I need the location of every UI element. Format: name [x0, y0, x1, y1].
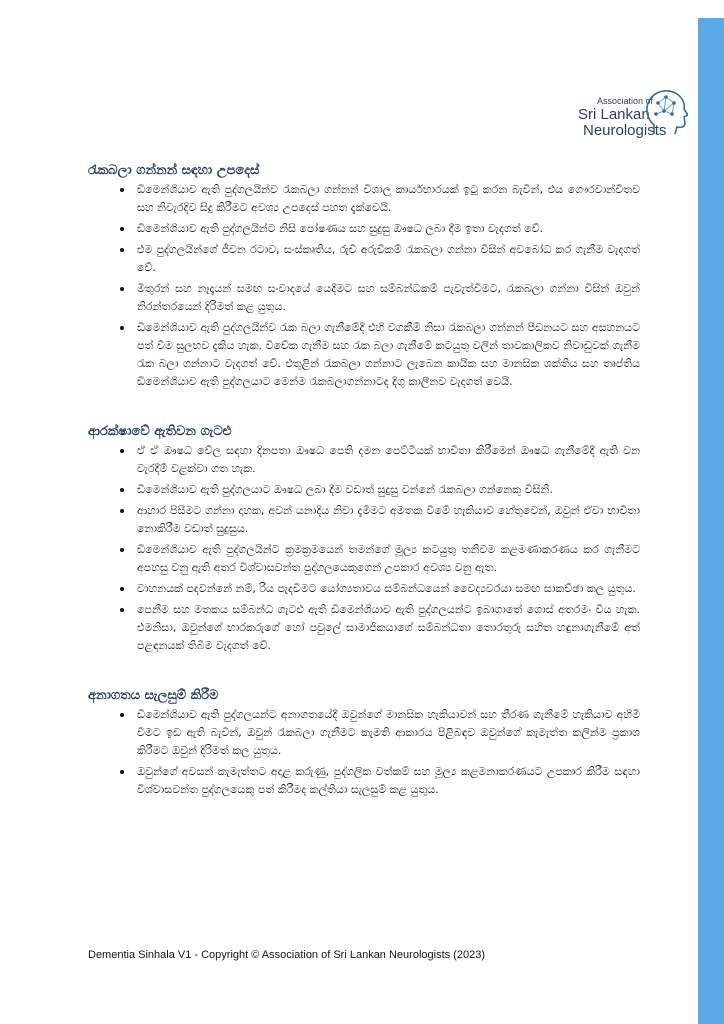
bullet-dot-icon: [120, 248, 124, 252]
list-item-text: ඩිමෙන්ශියාව ඇති පුද්ගලයින්ට නිසි පෝෂණය සහ සුදුසු ඖෂධ ලබා දීම ඉතා වැදගත් වේ.: [137, 222, 544, 235]
section-future-planning: [88, 687, 640, 799]
list-item-text: ඩිමෙන්ශියාව ඇති පුද්ගලයාට ඖෂධ ලබා දීම වඩාත් සුදුසු වන්නේ රැකබලා ගන්නෙකු විසිනි.: [137, 483, 553, 496]
logo-text-line2: Sri Lankan: [578, 106, 650, 123]
bullet-dot-icon: [120, 608, 124, 612]
bullet-dot-icon: [120, 326, 124, 330]
list-item-text: මිතුරන් සහ නෑදෑයන් සමඟ සංවාදයේ යෙදීමට සහ සම්බන්ධකම් පැවැත්වීමට, රැකබලා ගන්නා විසින් ඔවුන් නිරන්තරයෙන් දිරිමත් කළ යුතුය.: [137, 282, 640, 313]
logo: [572, 86, 692, 142]
bullet-list: [88, 181, 640, 391]
list-item-text: එම පුද්ගලයින්ගේ ජීවන රටාව, සංස්කෘතිය, රුචි අරුචිකම් රැකබලා ගන්නා විසින් අවබෝධ කර ගැනීම වැදගත් වේ.: [137, 243, 640, 274]
list-item-text: ආහාර පිසීමට ගන්නා දාහක, අවන් යනාදිය නිවා දැමීමට අමතක වීමේ හැකියාව හේතුවෙන්, ඔවුන් ඒවා භාවිතා නොකිරීම වඩාත් සුදුසුය.: [137, 504, 640, 535]
logo-text-line1: Association of: [597, 96, 654, 106]
bullet-list: [88, 442, 640, 655]
list-item: [137, 442, 640, 478]
list-item: [137, 763, 640, 799]
list-item-text: ඔවුන්ගේ අවසන් කැමැත්තට අදාළ කරුණු, පුද්ගලික වත්කම් සහ මූල්‍ය කළමනාකරණයට උපකාර කිරීම සඳහා විශ්වාසවන්ත පුද්ගලයෙකු පත් කිරීමද කල්තියා සැලසුම් කළ යුතුය.: [137, 765, 640, 796]
list-item: [137, 706, 640, 760]
list-item: [137, 502, 640, 538]
bullet-dot-icon: [120, 509, 124, 513]
list-item-text: ඩිමෙන්ශියාව ඇති පුද්ගලයන්ට අනාගතයේදී ඔවුන්ගේ මානසික හැකියාවන් සහ තීරණ ගැනීමේ හැකියාව අහිමි වීමට ඉඩ ඇති බැවින්, ඔවුන් රැකබලා ගැනීමට කැමති ආකාරය පිළිබඳව ඔවුන්ගේ කැමැත්ත කලින්ම ප්‍රකාශ කිරීමට ඔවුන් දිරිමත් කල යුතුය.: [137, 708, 640, 757]
bullet-dot-icon: [120, 188, 124, 192]
bullet-dot-icon: [120, 713, 124, 717]
footer-copyright: Dementia Sinhala V1 - Copyright © Association of Sri Lankan Neurologists (2023): [88, 949, 485, 961]
list-item: [137, 241, 640, 277]
right-accent-bar: [698, 18, 724, 1024]
bullet-dot-icon: [120, 488, 124, 492]
section-heading: රැකබලා ගන්නන් සඳහා උපදෙස්: [88, 163, 260, 178]
section-heading: අනාගතය සැලසුම් කිරීම: [88, 688, 219, 703]
list-item-text: ඩිමෙන්ශියාව ඇති පුද්ගලයින්ට ක්‍රමක්‍රමයෙන් තමන්ගේ මූල්‍ය කටයුතු තනිවම කළමණාකරණය කර ගැනීමට අපහසු වනු ඇති අතර විශ්වාසවන්ත පුද්ගලයෙකුගෙන් උපකාර අවශ්‍ය වනු ඇත.: [137, 543, 640, 574]
list-item: [137, 319, 640, 391]
head-brain-network-icon: [642, 86, 688, 136]
list-item-text: ඒ ඒ ඖෂධ වේල සඳහා දිනපතා ඖෂධ පෙති දමන පෙට්ටියක් භාවිතා කිරීමෙන් ඖෂධ ගැනීමේදී ඇති වන වැරදීම් වළක්වා ගත හැක.: [137, 444, 640, 475]
section-caregiver-advice: [88, 162, 640, 391]
bullet-dot-icon: [120, 770, 124, 774]
list-item: [137, 481, 640, 499]
list-item: [137, 541, 640, 577]
bullet-dot-icon: [120, 287, 124, 291]
logo-text-line3: Neurologists: [583, 122, 667, 139]
bullet-dot-icon: [120, 587, 124, 591]
list-item: [137, 580, 640, 598]
list-item: [137, 220, 640, 238]
list-item-text: ඩිමෙන්ශියාව ඇති පුද්ගලයින්ව රැක බලා ගැනීමේදී එහි වගකීම් නිසා රැකබලා ගන්නන් පීඩනයට සහ අසහනයට පත් වීම සුලභව දැකිය හැක. විවේක ගැනීම සහ රැක බලා ගැනීමේ කටයුතු වලින් තාවකාලිකව නිවාඩුවක් ගැනීම රැක බලා ගන්නාට වැදගත් වේ. එතුළින් රැකබලා ගන්නාට ලැබෙන කායික සහ මානසික ශක්තිය සහ තෘප්තිය ඩිමෙන්ශියාව ඇති පුද්ගලයාට මෙන්ම රැකබලාගන්නාටද දිගු කාලීනව වැදගත් වෙයි.: [137, 321, 640, 388]
bullet-dot-icon: [120, 227, 124, 231]
bullet-dot-icon: [120, 548, 124, 552]
list-item-text: ඩිමෙන්ශියාව ඇති පුද්ගලයින්ව රැකබලා ගන්නන් විශාල කාර්යභාරයක් ඉටු කරන බැවින්, එය ගෞරවාන්විතව සහ නිවැරදිව සිදු කිරීමට අවශ්‍ය උපදෙස් පහත දැක්වෙයි.: [137, 183, 640, 214]
list-item-text: පෙනීම සහ මතකය සම්බන්ධ ගැටළු ඇති ඩිමෙන්ශියාව ඇති පුද්ගලයන්ට ඉබාගාතේ ගොස් අතරමං විය හැක. එමනිසා, ඔවුන්ගේ භාරකරුගේ හෝ පවුලේ සාමාජිකයාගේ සම්බන්ධතා තොරතුරු සහිත හඳුනාගැනීමේ අත් පළඳනයක් තිබීම වැදගත් වේ.: [137, 603, 640, 652]
list-item: [137, 280, 640, 316]
bullet-list: [88, 706, 640, 799]
section-heading: ආරක්ෂාවේ ඇතිවන ගැටළු: [88, 424, 232, 439]
list-item-text: වාහනයක් පදවන්නේ නම්, රිය පැදවීමට යෝග්‍යතාවය සම්බන්ධයෙන් වෛද්‍යවරයා සමඟ සාකච්ඡා කල යුතුය.: [137, 582, 636, 595]
bullet-dot-icon: [120, 449, 124, 453]
document-body: [88, 162, 640, 942]
list-item: [137, 181, 640, 217]
section-safety-issues: [88, 423, 640, 655]
list-item: [137, 601, 640, 655]
